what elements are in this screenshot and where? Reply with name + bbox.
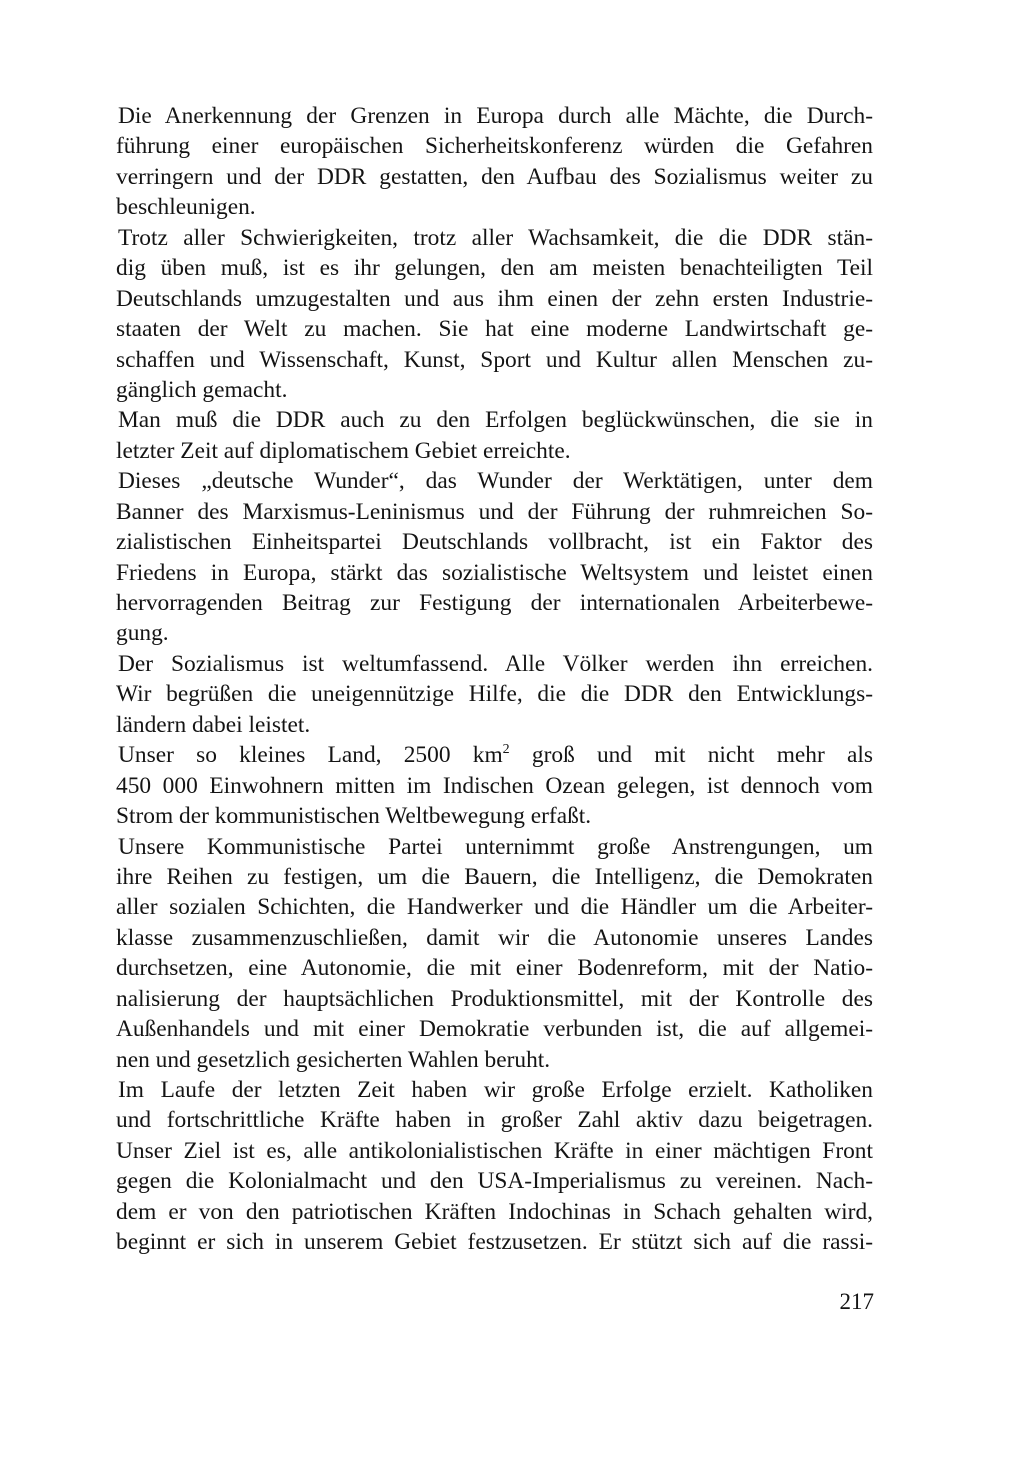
text-line: dig üben muß, ist es ihr gelungen, den am meisten benachteiligten Teil bbox=[116, 255, 873, 282]
text-line: Trotz aller Schwierigkeiten, trotz aller Wachsamkeit, die die DDR stän- bbox=[118, 224, 873, 251]
text-line: zialistischen Einheitspartei Deutschlands vollbracht, ist ein Faktor des bbox=[116, 529, 873, 556]
text-line: klasse zusammenzuschließen, damit wir die Autonomie unseres Landes bbox=[116, 924, 873, 951]
text-segment: Unser so kleines Land, 2500 km bbox=[118, 742, 503, 769]
text-line: dem er von den patriotischen Kräften Indochinas in Schach gehalten wird, bbox=[116, 1198, 873, 1225]
text-line: gegen die Kolonialmacht und den USA-Imperialismus zu vereinen. Nach- bbox=[116, 1168, 873, 1195]
page-number: 217 bbox=[839, 1289, 874, 1314]
text-line: Man muß die DDR auch zu den Erfolgen beglückwünschen, die sie in bbox=[118, 407, 873, 434]
text-line: Dieses „deutsche Wunder“, das Wunder der Werktätigen, unter dem bbox=[118, 468, 873, 495]
text-line: und fortschrittliche Kräfte haben in großer Zahl aktiv dazu beigetragen. bbox=[116, 1107, 873, 1134]
text-line: staaten der Welt zu machen. Sie hat eine moderne Landwirtschaft ge- bbox=[116, 316, 873, 343]
text-line: nalisierung der hauptsächlichen Produktionsmittel, mit der Kontrolle des bbox=[116, 985, 873, 1012]
text-line: hervorragenden Beitrag zur Festigung der internationalen Arbeiterbewe- bbox=[116, 590, 873, 616]
text-line: gung. bbox=[116, 620, 169, 647]
text-line: ländern dabei leistet. bbox=[116, 711, 311, 738]
text-line: Banner des Marxismus-Leninismus und der Führung der ruhmreichen So- bbox=[116, 498, 873, 525]
text-line: gänglich gemacht. bbox=[116, 376, 288, 403]
text-line: nen und gesetzlich gesicherten Wahlen beruht. bbox=[116, 1046, 551, 1073]
text-line: verringern und der DDR gestatten, den Aufbau des Sozialismus weiter zu bbox=[116, 163, 873, 190]
text-line: Der Sozialismus ist weltumfassend. Alle Völker werden ihn erreichen. bbox=[118, 650, 873, 677]
text-line: Außenhandels und mit einer Demokratie verbunden ist, die auf allgemei- bbox=[116, 1016, 873, 1043]
text-line: beschleunigen. bbox=[116, 194, 256, 221]
text-line: beginnt er sich in unserem Gebiet festzusetzen. Er stützt sich auf die rassi- bbox=[116, 1229, 873, 1256]
text-line: Deutschlands umzugestalten und aus ihm einen der zehn ersten Industrie- bbox=[116, 285, 873, 312]
text-line-with-superscript bbox=[116, 740, 873, 770]
paragraph-2 bbox=[116, 223, 873, 406]
text-line: letzter Zeit auf diplomatischem Gebiet erreichte. bbox=[116, 437, 571, 464]
text-line: Unsere Kommunistische Partei unternimmt große Anstrengungen, um bbox=[118, 833, 873, 860]
text-line: führung einer europäischen Sicherheitskonferenz würden die Gefahren bbox=[116, 133, 873, 160]
text-line: Strom der kommunistischen Weltbewegung erfaßt. bbox=[116, 803, 592, 830]
paragraph-6 bbox=[116, 740, 873, 831]
paragraph-1 bbox=[116, 101, 873, 223]
text-line: Friedens in Europa, stärkt das sozialistische Weltsystem und leistet einen bbox=[116, 559, 873, 586]
text-line: aller sozialen Schichten, die Handwerker und die Händler um die Arbeiter- bbox=[116, 894, 873, 921]
superscript: 2 bbox=[502, 742, 510, 758]
text-line: Wir begrüßen die uneigennützige Hilfe, die die DDR den Entwicklungs- bbox=[116, 681, 873, 708]
text-segment: groß und mit nicht mehr als bbox=[509, 742, 874, 769]
paragraph-7 bbox=[116, 832, 873, 1076]
text-line: 450 000 Einwohnern mitten im Indischen Ozean gelegen, ist dennoch vom bbox=[116, 772, 873, 799]
text-line: Unser Ziel ist es, alle antikolonialistischen Kräfte in einer mächtigen Front bbox=[116, 1137, 873, 1164]
paragraph-4 bbox=[116, 466, 873, 649]
text-line: durchsetzen, eine Autonomie, die mit einer Bodenreform, mit der Natio- bbox=[116, 955, 873, 982]
paragraph-3 bbox=[116, 405, 873, 466]
body-text bbox=[116, 101, 873, 1258]
text-line: ihre Reihen zu festigen, um die Bauern, die Intelligenz, die Demokraten bbox=[116, 863, 873, 890]
text-line: schaffen und Wissenschaft, Kunst, Sport und Kultur allen Menschen zu- bbox=[116, 346, 873, 373]
paragraph-8 bbox=[116, 1075, 873, 1258]
text-line: Die Anerkennung der Grenzen in Europa durch alle Mächte, die Durch- bbox=[118, 103, 873, 129]
paragraph-5 bbox=[116, 649, 873, 740]
text-line: Im Laufe der letzten Zeit haben wir große Erfolge erzielt. Katholiken bbox=[118, 1077, 873, 1103]
